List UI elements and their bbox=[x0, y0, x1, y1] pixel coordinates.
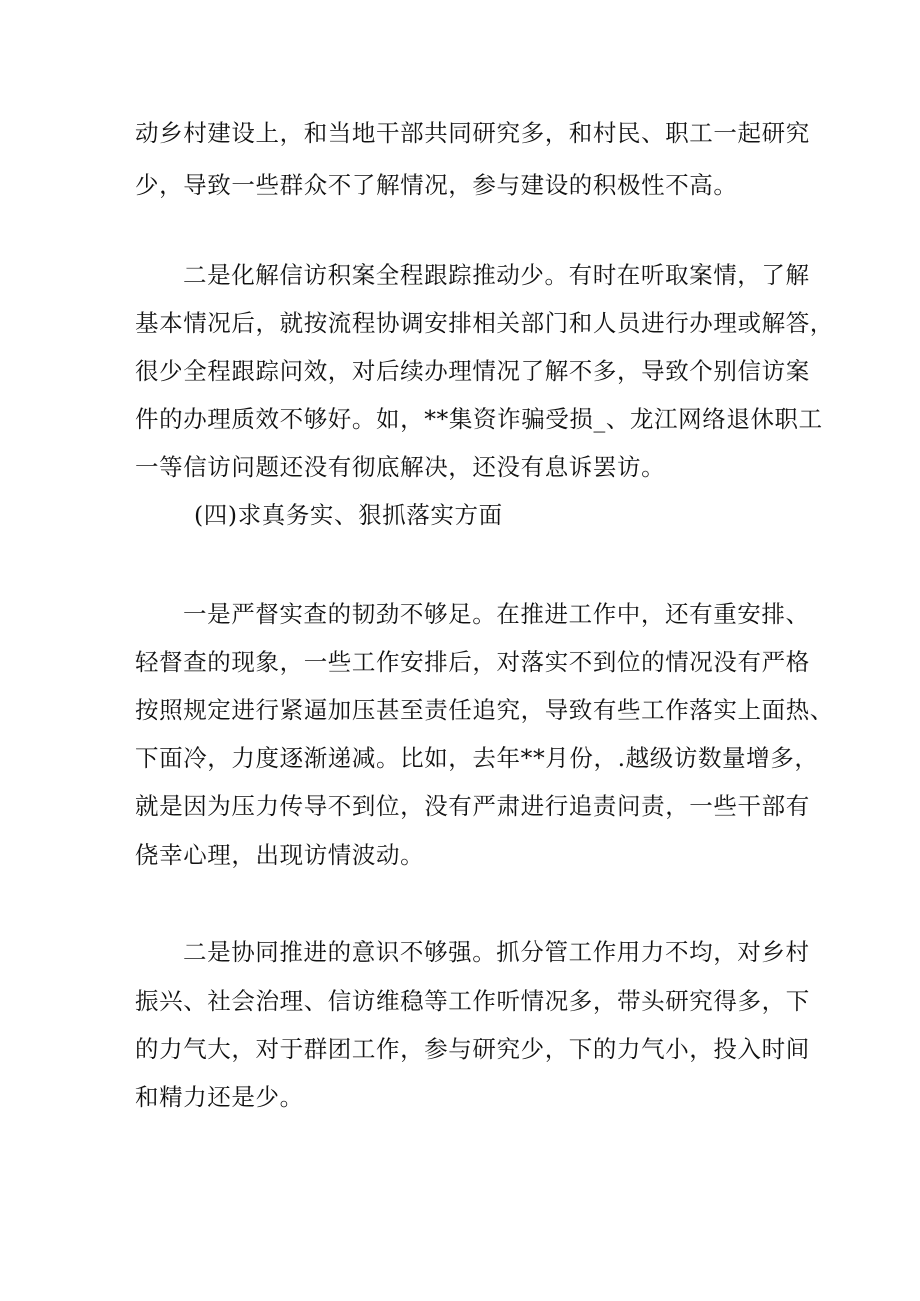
text-line: 按照规定进行紧逼加压甚至责任追究，导致有些工作落实上面热、 bbox=[135, 696, 834, 724]
text-line: 和精力还是少。 bbox=[135, 1083, 304, 1111]
text-line: 轻督查的现象，一些工作安排后，对落实不到位的情况没有严格 bbox=[135, 648, 810, 676]
text-line: 侥幸心理，出现访情波动。 bbox=[135, 841, 425, 869]
heading-text: (四)求真务实、狠抓落实方面 bbox=[194, 501, 503, 529]
text-line: 二是化解信访积案全程跟踪推动少。有时在听取案情，了解 bbox=[183, 261, 810, 289]
text-line: 振兴、社会治理、信访维稳等工作听情况多，带头研究得多，下 bbox=[135, 987, 810, 1015]
text-line: 二是协同推进的意识不够强。抓分管工作用力不均，对乡村 bbox=[183, 938, 810, 966]
text-line: 下面冷，力度逐渐递减。比如，去年**月份，.越级访数量增多， bbox=[135, 744, 819, 772]
text-line: 就是因为压力传导不到位，没有严肃进行追责问责，一些干部有 bbox=[135, 792, 810, 820]
text-line: 动乡村建设上，和当地干部共同研究多，和村民、职工一起研究 bbox=[135, 119, 810, 147]
text-line: 一等信访问题还没有彻底解决，还没有息诉罢访。 bbox=[135, 453, 666, 481]
text-line: 件的办理质效不够好。如，**集资诈骗受损_、龙江网络退休职工 bbox=[135, 405, 823, 433]
text-line: 一是严督实查的韧劲不够足。在推进工作中，还有重安排、 bbox=[183, 600, 810, 628]
text-line: 少，导致一些群众不了解情况，参与建设的积极性不高。 bbox=[135, 171, 738, 199]
text-line: 很少全程跟踪问效，对后续办理情况了解不多，导致个别信访案 bbox=[135, 357, 810, 385]
text-line: 基本情况后，就按流程协调安排相关部门和人员进行办理或解答， bbox=[135, 309, 834, 337]
text-line: 的力气大，对于群团工作，参与研究少，下的力气小，投入时间 bbox=[135, 1035, 810, 1063]
